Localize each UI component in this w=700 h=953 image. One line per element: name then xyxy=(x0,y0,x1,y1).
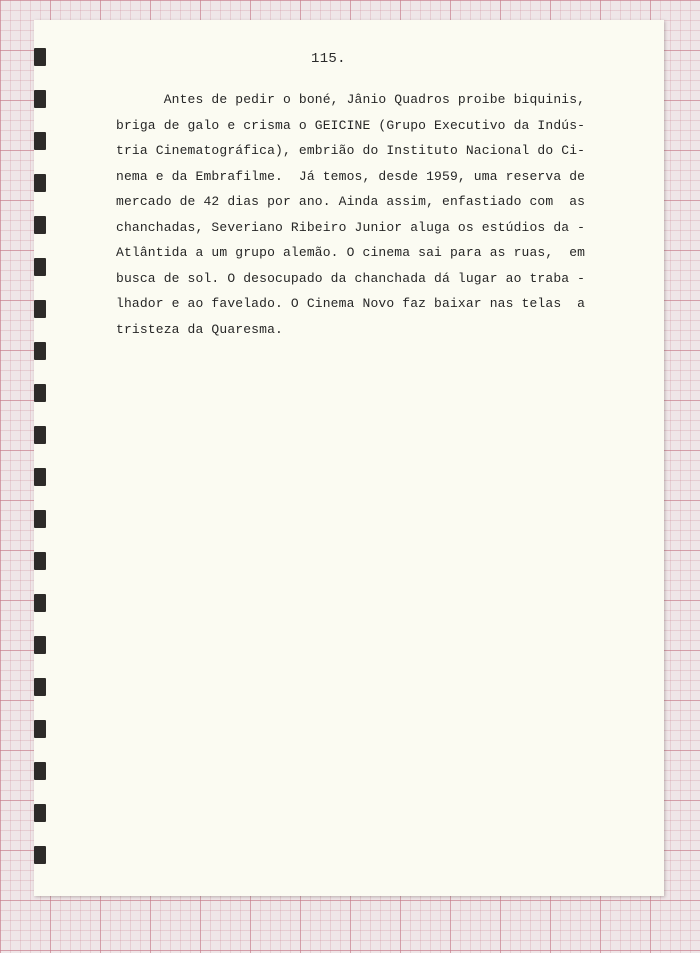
binding-hole xyxy=(34,720,46,738)
text-line: chanchadas, Severiano Ribeiro Junior aluga os estúdios da - xyxy=(116,219,586,235)
binding-hole xyxy=(34,342,46,360)
binding-hole xyxy=(34,174,46,192)
binding-hole xyxy=(34,48,46,66)
binding-hole xyxy=(34,132,46,150)
binding-hole xyxy=(34,90,46,108)
binding-hole xyxy=(34,384,46,402)
text-line: Atlântida a um grupo alemão. O cinema sai para as ruas, em xyxy=(116,245,586,260)
binding-hole xyxy=(34,762,46,780)
typed-page xyxy=(34,20,664,896)
text-line: lhador e ao favelado. O Cinema Novo faz baixar nas telas a xyxy=(116,296,586,311)
binding-hole xyxy=(34,846,46,864)
page-number: 115. xyxy=(311,51,346,67)
binding-hole xyxy=(34,594,46,612)
text-line: tria Cinematográfica), embrião do Instituto Nacional do Ci- xyxy=(116,143,586,158)
binding-hole xyxy=(34,216,46,234)
text-line: busca de sol. O desocupado da chanchada dá lugar ao traba - xyxy=(116,270,586,286)
body-paragraph xyxy=(116,87,626,342)
binding-hole xyxy=(34,804,46,822)
text-line: mercado de 42 dias por ano. Ainda assim, enfastiado com as xyxy=(116,194,586,209)
binding-hole xyxy=(34,300,46,318)
text-line: Antes de pedir o boné, Jânio Quadros proibe biquinis, xyxy=(116,92,586,107)
text-line: briga de galo e crisma o GEICINE (Grupo Executivo da Indús- xyxy=(116,117,586,133)
binding-hole xyxy=(34,636,46,654)
text-line: tristeza da Quaresma. xyxy=(116,321,283,337)
binding-hole xyxy=(34,510,46,528)
binding-hole xyxy=(34,552,46,570)
binding-hole xyxy=(34,678,46,696)
binding-holes xyxy=(34,48,48,888)
text-line: nema e da Embrafilme. Já temos, desde 1959, uma reserva de xyxy=(116,168,586,184)
binding-hole xyxy=(34,426,46,444)
binding-hole xyxy=(34,468,46,486)
binding-hole xyxy=(34,258,46,276)
